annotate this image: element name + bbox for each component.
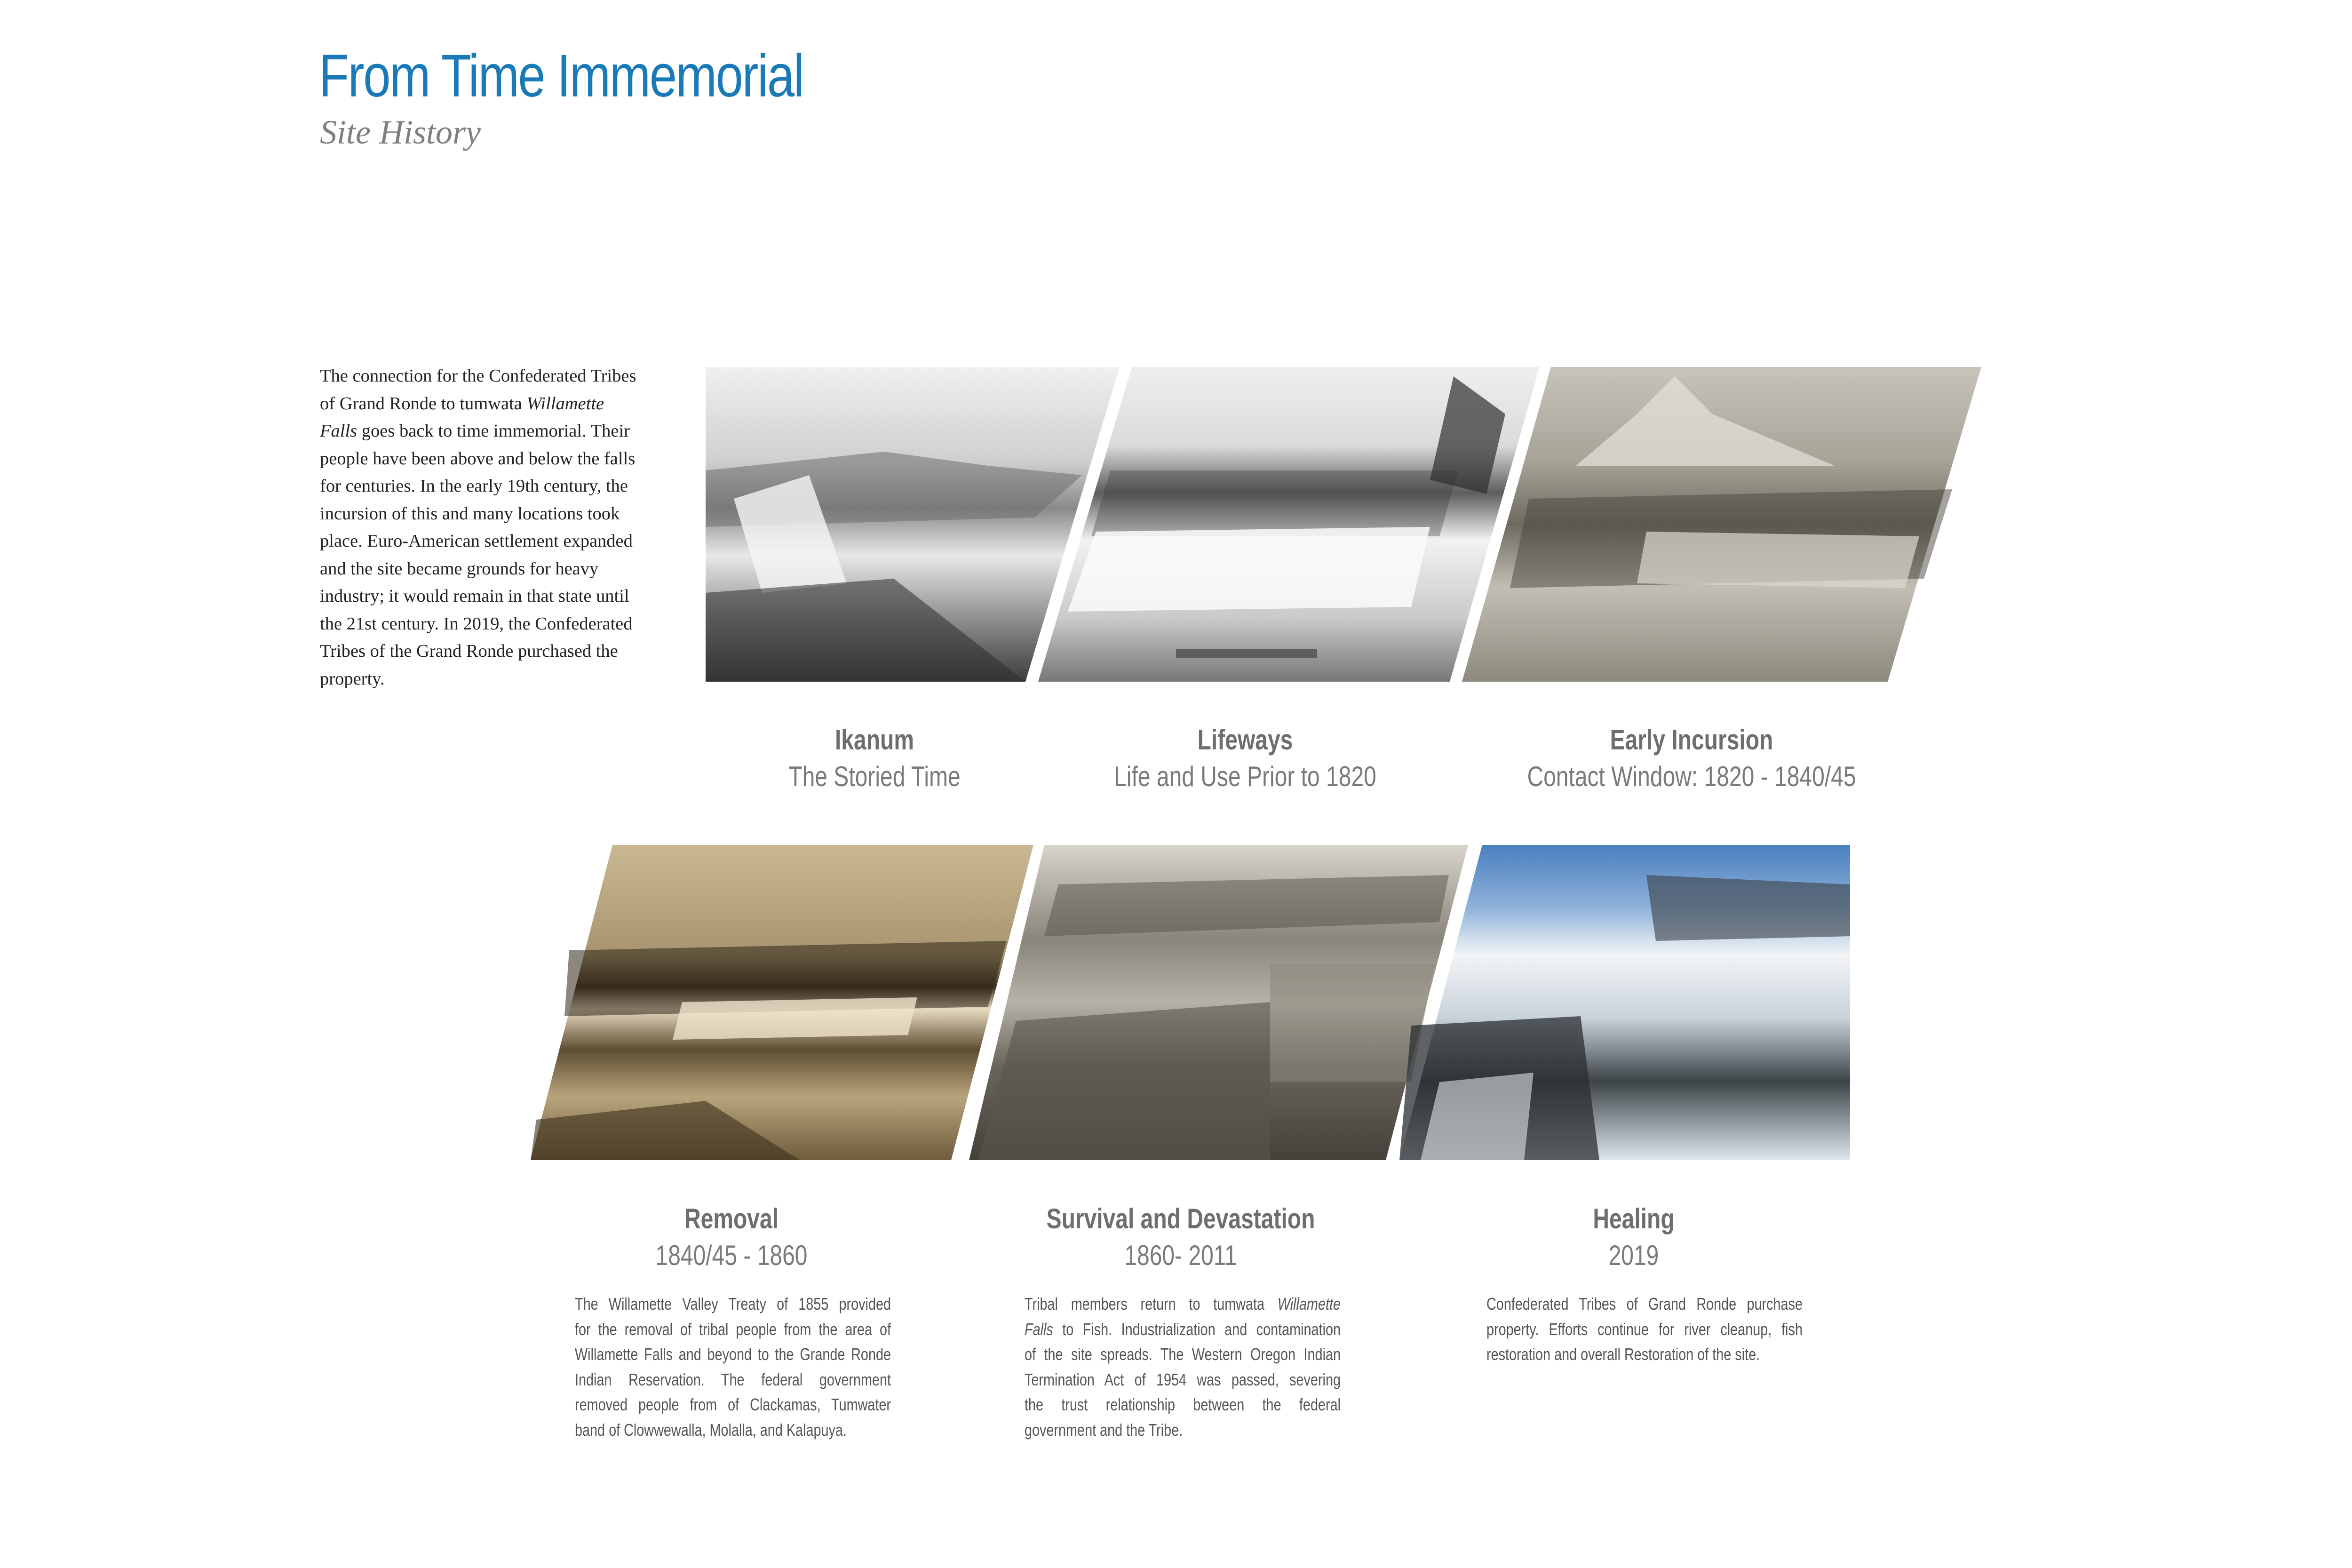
period-title: Healing [1593, 1203, 1675, 1234]
removal-description [575, 1291, 891, 1442]
desc-line: band of Clowwewalla, Molalla, and Kalapuya. [575, 1420, 847, 1440]
period-subtitle: Contact Window: 1820 - 1840/45 [1527, 761, 1856, 792]
page-subtitle: Site History [320, 113, 481, 151]
intro-line: Tribes of the Grand Ronde purchased the [320, 641, 618, 661]
desc-line-em: Willamette [1277, 1294, 1341, 1313]
period-subtitle: Life and Use Prior to 1820 [1114, 761, 1376, 792]
page-title: From Time Immemorial [319, 42, 803, 110]
period-title: Survival and Devastation [1046, 1203, 1315, 1234]
period-caption-early-incursion [1527, 722, 1856, 795]
desc-line: government and the Tribe. [1025, 1420, 1183, 1440]
period-subtitle: 1860- 2011 [1124, 1240, 1237, 1271]
intro-line: industry; it would remain in that state until [320, 586, 629, 606]
survival-description [1025, 1291, 1341, 1442]
desc-line: The Willamette Valley Treaty of 1855 provided [575, 1294, 891, 1313]
desc-line: Willamette Falls and beyond to the Grande Ronde [575, 1345, 891, 1364]
lifeways-photo [1038, 367, 1540, 682]
intro-line: property. [320, 669, 385, 689]
period-subtitle: 2019 [1608, 1240, 1659, 1271]
period-title: Lifeways [1197, 724, 1293, 756]
intro-line: incursion of this and many locations took [320, 503, 620, 524]
desc-line: Termination Act of 1954 was passed, severing [1025, 1369, 1341, 1389]
desc-line: to Fish. Industrialization and contamination [1053, 1319, 1341, 1339]
intro-line: the 21st century. In 2019, the Confederated [320, 613, 633, 634]
period-subtitle: The Storied Time [788, 761, 961, 792]
period-title: Removal [684, 1203, 779, 1234]
intro-line-em: Willamette [526, 393, 604, 414]
early-incursion-photo [1462, 367, 1981, 682]
desc-line: the trust relationship between the federal [1025, 1395, 1341, 1414]
period-caption-removal [656, 1201, 808, 1274]
desc-line: restoration and overall Restoration of the site. [1486, 1345, 1760, 1364]
desc-line: property. Efforts continue for river cleanup, fish [1486, 1319, 1803, 1339]
desc-line: removed people from of Clackamas, Tumwater [575, 1395, 891, 1414]
desc-line: Confederated Tribes of Grand Ronde purchase [1486, 1294, 1803, 1313]
period-caption-lifeways [1114, 722, 1376, 795]
survival-photo [969, 845, 1468, 1160]
intro-line: people have been above and below the falls [320, 448, 636, 469]
period-caption-ikanum [788, 722, 960, 795]
intro-line: goes back to time immemorial. Their [357, 421, 630, 441]
removal-photo [531, 845, 1033, 1160]
desc-line: Indian Reservation. The federal government [575, 1369, 891, 1389]
period-caption-healing [1593, 1201, 1674, 1274]
period-caption-survival [1047, 1201, 1315, 1274]
desc-line-em: Falls [1025, 1319, 1053, 1339]
intro-line: place. Euro-American settlement expanded [320, 531, 633, 551]
desc-line: of the site spreads. The Western Oregon Indian [1025, 1345, 1341, 1364]
intro-line-em: Falls [320, 421, 358, 441]
intro-line: for centuries. In the early 19th century, the [320, 476, 628, 496]
healing-photo [1399, 845, 1850, 1160]
period-subtitle: 1840/45 - 1860 [655, 1240, 808, 1271]
period-title: Early Incursion [1610, 724, 1773, 756]
healing-description [1486, 1291, 1803, 1367]
desc-line: Tribal members return to tumwata [1025, 1294, 1278, 1313]
intro-line: The connection for the Confederated Tribes [320, 366, 636, 386]
desc-line: for the removal of tribal people from the area of [575, 1319, 891, 1339]
intro-line: of Grand Ronde to tumwata [320, 393, 527, 414]
intro-line: and the site became grounds for heavy [320, 558, 599, 579]
period-title: Ikanum [834, 724, 914, 756]
